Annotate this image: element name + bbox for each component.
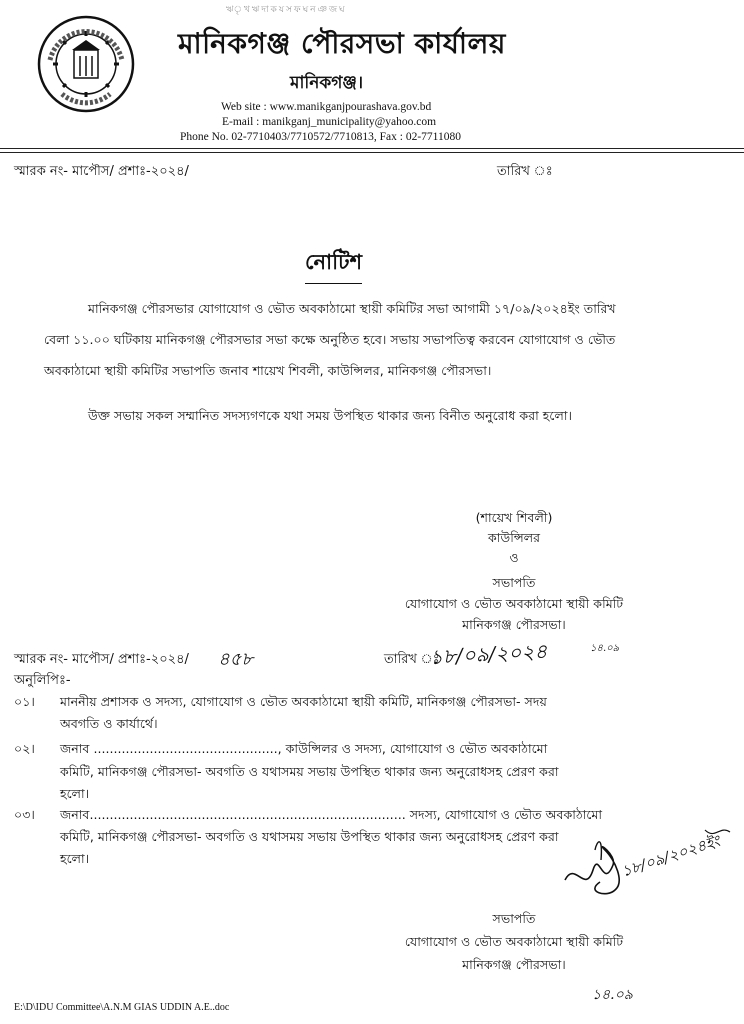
notice-paragraph-line-2: বেলা ১১.০০ ঘটিকায় মানিকগঞ্জ পৌরসভার সভা কক্ষে অনুষ্ঠিত হবে। সভায় সভাপতিত্ব করবেন যোগাযোগ ও ভৌত — [44, 332, 616, 347]
organization-name: মানিকগঞ্জ পৌরসভা কার্যালয় — [178, 27, 506, 60]
copy-item-2-line-2: কমিটি, মানিকগঞ্জ পৌরসভা- অবগতি ও যথাসময় সভায় উপস্থিত থাকার জন্য অনুরোধসহ প্রেরণ করা — [60, 764, 559, 779]
copy-item-3-line-3: হলো। — [60, 851, 90, 866]
copy-item-2-line-3: হলো। — [60, 786, 90, 801]
header-rule — [0, 148, 744, 149]
signatory-designation: কাউন্সিলর — [487, 530, 541, 545]
date-handwritten: ১৮/০৯/২০২৪ — [429, 638, 548, 670]
signatory-role: সভাপতি — [492, 575, 536, 590]
organization-city: মানিকগঞ্জ। — [290, 73, 364, 93]
copy-item-2-line-1: জনাব .............................................., কাউন্সিলর ও সদস্য, যোগাযোগ ও ভৌত অবকাঠামো — [60, 741, 548, 756]
signatory-committee: যোগাযোগ ও ভৌত অবকাঠামো স্থায়ী কমিটি — [404, 596, 624, 611]
copies-heading: অনুলিপিঃ- — [14, 673, 71, 688]
signatory-name: (শায়েখ শিবলী) — [475, 510, 553, 525]
notice-paragraph-2: উক্ত সভায় সকল সম্মানিত সদস্যগণকে যথা সময় উপস্থিত থাকার জন্য বিনীত অনুরোধ করা হলো। — [88, 408, 572, 423]
copy-item-2-number: ০২। — [14, 741, 35, 756]
phone-fax: Phone No. 02-7710403/7710572/7710813, Fax : 02-7711080 — [180, 131, 461, 143]
copy-item-3-number: ০৩। — [14, 807, 35, 822]
memo-number-handwritten: ৪৫৮ — [218, 649, 254, 670]
signatory-org: মানিকগঞ্জ পৌরসভা। — [462, 617, 566, 632]
date-label-2: তারিখ ঃ — [384, 652, 440, 667]
copy-item-3-line-1: জনাব............................................................................... সদস্য, যোগাযোগ ও ভৌত অবকাঠামো — [60, 807, 603, 822]
copy-item-1-line-1: মাননীয় প্রশাসক ও সদস্য, যোগাযোগ ও ভৌত অবকাঠামো স্থায়ী কমিটি, মানিকগঞ্জ পৌরসভা- সদয় — [60, 694, 547, 709]
copy-item-1-line-2: অবগতি ও কার্যার্থে। — [60, 716, 158, 731]
notice-title: নোটিশ — [305, 246, 362, 284]
municipality-seal-logo — [36, 14, 136, 114]
signatory-2-committee: যোগাযোগ ও ভৌত অবকাঠামো স্থায়ী কমিটি — [404, 934, 624, 949]
notice-paragraph-line-1: মানিকগঞ্জ পৌরসভার যোগাযোগ ও ভৌত অবকাঠামো স্থায়ী কমিটির সভা আগামী ১৭/০৯/২০২৪ইং তারিখ — [88, 301, 616, 316]
file-path-footer: E:\D\IDU Committee\A.N.M GIAS UDDIN A.E..doc — [14, 1002, 230, 1013]
notice-paragraph-line-3: অবকাঠামো স্থায়ী কমিটির সভাপতি জনাব শায়েখ শিবলী, কাউন্সিলর, মানিকগঞ্জ পৌরসভা। — [44, 363, 492, 378]
memo-number: স্মারক নং- মাপৌস/ প্রশাঃ-২০২৪/ — [14, 164, 189, 179]
date-label: তারিখ ঃ — [497, 164, 553, 179]
memo-number-2: স্মারক নং- মাপৌস/ প্রশাঃ-২০২৪/ — [14, 652, 189, 667]
date-initial-handwritten: ১৪.০৯ — [590, 643, 620, 654]
copy-item-1-number: ০১। — [14, 694, 35, 709]
header-rule-thin — [0, 152, 744, 153]
copy-item-3-line-2: কমিটি, মানিকগঞ্জ পৌরসভা- অবগতি ও যথাসময় সভায় উপস্থিত থাকার জন্য অনুরোধসহ প্রেরণ করা — [60, 829, 559, 844]
signatory-2-role: সভাপতি — [492, 911, 536, 926]
signature-date-handwritten: ১৮/০৯/২০২৪ইং — [619, 831, 723, 881]
top-scribble: ঋৃখঋদাকযসফঘনঞজঘ — [226, 5, 347, 15]
signatory-2-initial-handwritten: ১৪.০৯ — [592, 987, 633, 1003]
email: E-mail : manikganj_municipality@yahoo.com — [222, 116, 437, 128]
signatory-2-org: মানিকগঞ্জ পৌরসভা। — [462, 957, 566, 972]
website: Web site : www.manikganjpourashava.gov.bd — [221, 101, 432, 113]
signatory-and: ও — [509, 550, 519, 565]
